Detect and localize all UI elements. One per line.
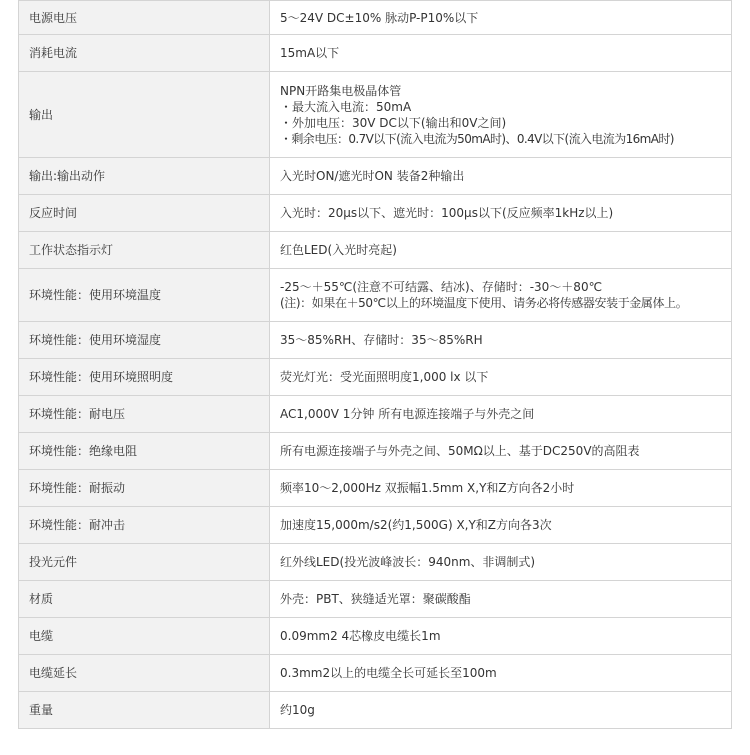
row-value bbox=[270, 195, 732, 232]
row-value bbox=[270, 322, 732, 359]
table-row bbox=[19, 1, 732, 35]
value-line: 0.09mm2 4芯橡皮电缆长1m bbox=[280, 629, 441, 643]
value-line: 频率10～2,000Hz 双振幅1.5mm X,Y和Z方向各2小时 bbox=[280, 481, 575, 495]
value-line: 荧光灯光：受光面照明度1,000 lx 以下 bbox=[280, 370, 489, 384]
row-label: 环境性能：耐振动 bbox=[19, 470, 270, 507]
table-row bbox=[19, 269, 732, 322]
value-line: 15mA以下 bbox=[280, 46, 340, 60]
table-row bbox=[19, 322, 732, 359]
row-label: 环境性能：耐冲击 bbox=[19, 507, 270, 544]
row-value bbox=[270, 269, 732, 322]
table-row bbox=[19, 655, 732, 692]
value-line: AC1,000V 1分钟 所有电源连接端子与外壳之间 bbox=[280, 407, 535, 421]
table-row bbox=[19, 433, 732, 470]
value-line: 红外线LED(投光波峰波长：940nm、非调制式) bbox=[280, 555, 536, 569]
table-row bbox=[19, 158, 732, 195]
row-value bbox=[270, 1, 732, 35]
table-row bbox=[19, 359, 732, 396]
table-row bbox=[19, 507, 732, 544]
table-row bbox=[19, 581, 732, 618]
row-label: 重量 bbox=[19, 692, 270, 729]
value-line: 入光时：20μs以下、遮光时：100μs以下(反应频率1kHz以上) bbox=[280, 206, 614, 220]
row-label: 投光元件 bbox=[19, 544, 270, 581]
value-line: 入光时ON/遮光时ON 装备2种输出 bbox=[280, 169, 465, 183]
row-value bbox=[270, 35, 732, 72]
row-value bbox=[270, 581, 732, 618]
row-value bbox=[270, 158, 732, 195]
value-line: ・剩余电压：0.7V以下(流入电流为50mA时)、0.4V以下(流入电流为16mA时) bbox=[280, 131, 674, 146]
value-line: (注)：如果在＋50℃以上的环境温度下使用、请务必将传感器安装于金属体上。 bbox=[280, 296, 688, 310]
row-label: 输出:输出动作 bbox=[19, 158, 270, 195]
table-row bbox=[19, 195, 732, 232]
table-row bbox=[19, 544, 732, 581]
row-value bbox=[270, 232, 732, 269]
value-line: NPN开路集电极晶体管 bbox=[280, 83, 402, 98]
row-label: 环境性能：使用环境湿度 bbox=[19, 322, 270, 359]
row-value bbox=[270, 359, 732, 396]
row-value bbox=[270, 72, 732, 158]
row-label: 工作状态指示灯 bbox=[19, 232, 270, 269]
table-row bbox=[19, 470, 732, 507]
table-row bbox=[19, 232, 732, 269]
value-line: 约10g bbox=[280, 703, 315, 717]
row-label: 环境性能：使用环境照明度 bbox=[19, 359, 270, 396]
table-row bbox=[19, 35, 732, 72]
spec-table-body bbox=[19, 1, 732, 729]
row-value bbox=[270, 433, 732, 470]
value-line: 0.3mm2以上的电缆全长可延长至100m bbox=[280, 666, 497, 680]
row-label: 电源电压 bbox=[19, 1, 270, 35]
row-label: 材质 bbox=[19, 581, 270, 618]
value-line: 所有电源连接端子与外壳之间、50MΩ以上、基于DC250V的高阻表 bbox=[280, 444, 640, 458]
row-label: 环境性能：绝缘电阻 bbox=[19, 433, 270, 470]
value-line: 外壳：PBT、狭缝适光罩：聚碳酸酯 bbox=[280, 592, 471, 606]
value-line: 35～85%RH、存储时：35～85%RH bbox=[280, 333, 483, 347]
row-value bbox=[270, 692, 732, 729]
spec-table bbox=[18, 0, 732, 729]
row-label: 反应时间 bbox=[19, 195, 270, 232]
value-line: ・外加电压：30V DC以下(输出和0V之间) bbox=[280, 115, 507, 130]
value-line: ・最大流入电流：50mA bbox=[280, 99, 412, 114]
row-label: 环境性能：使用环境温度 bbox=[19, 269, 270, 322]
row-value bbox=[270, 655, 732, 692]
row-label: 消耗电流 bbox=[19, 35, 270, 72]
table-row bbox=[19, 692, 732, 729]
row-label: 环境性能：耐电压 bbox=[19, 396, 270, 433]
table-row bbox=[19, 72, 732, 158]
row-value bbox=[270, 618, 732, 655]
row-label: 电缆 bbox=[19, 618, 270, 655]
row-value bbox=[270, 544, 732, 581]
value-line: 红色LED(入光时亮起) bbox=[280, 243, 397, 257]
value-line: 5～24V DC±10% 脉动P-P10%以下 bbox=[280, 10, 479, 25]
row-value bbox=[270, 470, 732, 507]
row-label: 电缆延长 bbox=[19, 655, 270, 692]
row-label: 输出 bbox=[19, 72, 270, 158]
table-row bbox=[19, 618, 732, 655]
row-value bbox=[270, 507, 732, 544]
value-line: -25～＋55℃(注意不可结露、结冰)、存储时：-30～＋80℃ bbox=[280, 280, 603, 294]
table-row bbox=[19, 396, 732, 433]
row-value bbox=[270, 396, 732, 433]
value-line: 加速度15,000m/s2(约1,500G) X,Y和Z方向各3次 bbox=[280, 518, 552, 532]
